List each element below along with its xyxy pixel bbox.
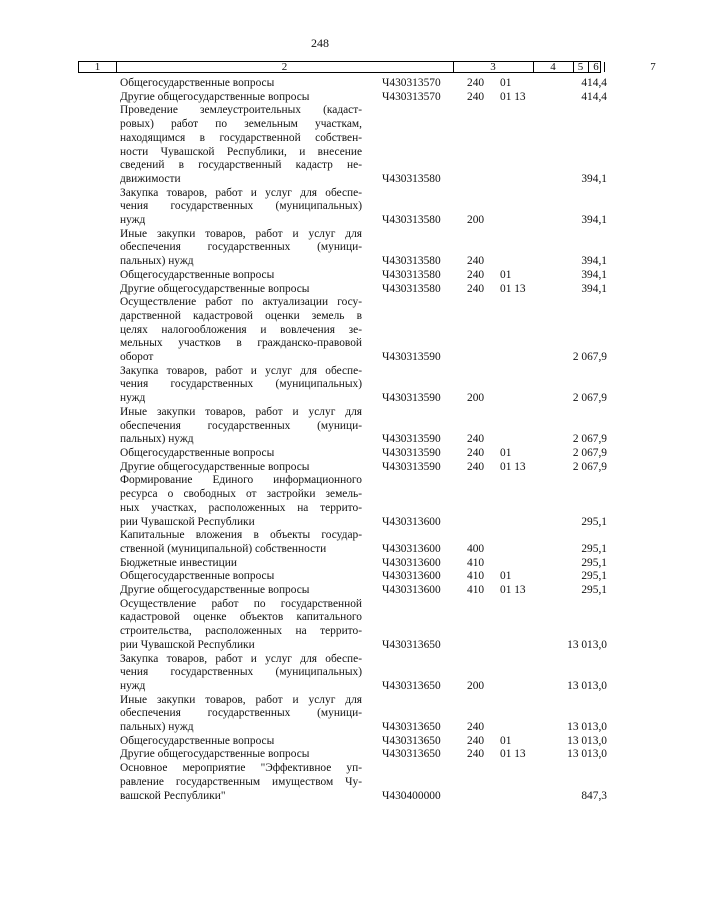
row-amount: 394,1 [581, 214, 607, 227]
description-line: Иные закупки товаров, работ и услуг для [120, 227, 362, 240]
row-expense-type: 240 [467, 90, 485, 103]
description-line: Бюджетные инвестиции [120, 556, 237, 569]
header-col-7: 7 [650, 61, 656, 73]
row-expense-type: 240 [467, 721, 485, 734]
row-code: Ч430313580 [382, 268, 441, 281]
row-description [120, 748, 362, 762]
description-line: Осуществление работ по государственной [120, 597, 362, 610]
row-description [120, 461, 362, 475]
table-row [0, 461, 640, 475]
description-line: Другие общегосударственные вопросы [120, 282, 310, 295]
row-code: Ч430313590 [382, 351, 441, 364]
row-amount: 295,1 [581, 542, 607, 555]
description-line: Общегосударственные вопросы [120, 570, 275, 583]
row-amount: 2 067,9 [572, 446, 607, 459]
description-line: обеспечения государственных (муници- [120, 707, 362, 720]
row-section: 01 [500, 446, 512, 459]
description-line: Капитальные вложения в объекты государ- [120, 529, 362, 542]
description-line: обеспечения государственных (муници- [120, 419, 362, 432]
row-description [120, 557, 362, 571]
description-line: ровых) работ по земельным участкам, [120, 118, 362, 131]
row-code: Ч430313650 [382, 734, 441, 747]
row-amount: 13 013,0 [567, 638, 607, 651]
row-code: Ч430313650 [382, 679, 441, 692]
row-description [120, 187, 362, 228]
row-description [120, 474, 362, 529]
row-amount: 13 013,0 [567, 679, 607, 692]
table-row [0, 598, 640, 653]
row-expense-type: 240 [467, 748, 485, 761]
header-col-2: 2 [281, 61, 288, 73]
row-amount: 295,1 [581, 556, 607, 569]
row-description [120, 365, 362, 406]
row-description [120, 584, 362, 598]
row-description [120, 570, 362, 584]
row-section: 01 13 [500, 90, 526, 103]
description-line: строительства, расположенных на террито- [120, 625, 362, 638]
row-amount: 13 013,0 [567, 734, 607, 747]
row-amount: 414,4 [581, 77, 607, 89]
row-amount: 2 067,9 [572, 433, 607, 446]
description-line: Основное мероприятие "Эффективное уп- [120, 762, 362, 775]
row-description [120, 529, 362, 556]
row-amount: 2 067,9 [572, 392, 607, 405]
row-amount: 295,1 [581, 515, 607, 528]
row-expense-type: 240 [467, 460, 485, 473]
row-amount: 394,1 [581, 282, 607, 295]
description-line: Закупка товаров, работ и услуг для обеспе- [120, 186, 362, 199]
row-expense-type: 240 [467, 268, 485, 281]
row-amount: 13 013,0 [567, 748, 607, 761]
row-description [120, 269, 362, 283]
table-row [0, 584, 640, 598]
row-code: Ч430313570 [382, 90, 441, 103]
description-line: рии Чувашской Республики [120, 638, 255, 651]
row-amount: 295,1 [581, 584, 607, 597]
row-description [120, 104, 362, 186]
row-description [120, 77, 362, 91]
row-section: 01 13 [500, 460, 526, 473]
row-description [120, 447, 362, 461]
table-row [0, 77, 640, 91]
description-line: ресурса о свободных от застройки земель- [120, 488, 362, 501]
description-line: оборот [120, 351, 154, 364]
description-line: находящимся в государственной собствен- [120, 131, 362, 144]
description-line: Закупка товаров, работ и услуг для обеспе- [120, 364, 362, 377]
row-expense-type: 240 [467, 77, 485, 89]
row-code: Ч430313650 [382, 721, 441, 734]
description-line: дарственной кадастровой оценки земель в [120, 309, 362, 322]
table-row [0, 406, 640, 447]
row-section: 01 [500, 734, 512, 747]
table-row [0, 296, 640, 365]
table-row [0, 557, 640, 571]
description-line: кадастровой оценке объектов капитального [120, 611, 362, 624]
row-code: Ч430313600 [382, 542, 441, 555]
row-code: Ч430313590 [382, 446, 441, 459]
row-expense-type: 400 [467, 542, 485, 555]
description-line: нужд [120, 679, 146, 692]
row-amount: 394,1 [581, 172, 607, 185]
row-expense-type: 200 [467, 392, 485, 405]
row-code: Ч430313590 [382, 433, 441, 446]
description-line: Другие общегосударственные вопросы [120, 584, 310, 597]
row-expense-type: 240 [467, 433, 485, 446]
row-code: Ч430313650 [382, 638, 441, 651]
row-expense-type: 240 [467, 282, 485, 295]
row-code: Ч430313580 [382, 214, 441, 227]
description-line: Другие общегосударственные вопросы [120, 90, 310, 103]
header-col-3: 3 [490, 61, 496, 73]
table-row [0, 762, 640, 803]
row-description [120, 694, 362, 735]
description-line: Формирование Единого информационного [120, 474, 362, 487]
table-row [0, 694, 640, 735]
row-section: 01 13 [500, 584, 526, 597]
row-expense-type: 240 [467, 255, 485, 268]
row-section: 01 [500, 77, 512, 89]
table-row [0, 104, 640, 186]
row-code: Ч430313590 [382, 392, 441, 405]
header-col-4: 4 [550, 61, 556, 73]
row-code: Ч430313600 [382, 584, 441, 597]
table-row [0, 365, 640, 406]
description-line: сведений в государственный кадастр не- [120, 159, 362, 172]
row-expense-type: 240 [467, 734, 485, 747]
description-line: чения государственных (муниципальных) [120, 200, 362, 213]
description-line: Осуществление работ по актуализации госу- [120, 296, 362, 309]
row-expense-type: 410 [467, 556, 485, 569]
row-code: Ч430313600 [382, 515, 441, 528]
row-code: Ч430313570 [382, 77, 441, 89]
row-description [120, 762, 362, 803]
row-section: 01 [500, 268, 512, 281]
description-line: пальных) нужд [120, 255, 194, 268]
table-row [0, 735, 640, 749]
row-description [120, 296, 362, 365]
table-row [0, 283, 640, 297]
description-line: чения государственных (муниципальных) [120, 378, 362, 391]
table-header [78, 61, 656, 73]
description-line: Иные закупки товаров, работ и услуг для [120, 405, 362, 418]
description-line: пальных) нужд [120, 721, 194, 734]
description-line: Общегосударственные вопросы [120, 734, 275, 747]
description-line: Иные закупки товаров, работ и услуг для [120, 693, 362, 706]
header-col-1: 1 [94, 61, 101, 73]
description-line: мельных участков в гражданско-правовой [120, 337, 362, 350]
description-line: Общегосударственные вопросы [120, 268, 275, 281]
description-line: Другие общегосударственные вопросы [120, 460, 310, 473]
description-line: обеспечения государственных (муници- [120, 241, 362, 254]
row-description [120, 598, 362, 653]
row-section: 01 [500, 570, 512, 583]
description-line: Другие общегосударственные вопросы [120, 748, 310, 761]
row-amount: 13 013,0 [567, 721, 607, 734]
table-row [0, 570, 640, 584]
budget-table-body [0, 77, 640, 803]
row-amount: 847,3 [581, 789, 607, 802]
row-description [120, 228, 362, 269]
table-row [0, 474, 640, 529]
description-line: равление государственным имуществом Чу- [120, 775, 362, 788]
row-code: Ч430313590 [382, 460, 441, 473]
row-code: Ч430313650 [382, 748, 441, 761]
row-expense-type: 410 [467, 584, 485, 597]
table-row [0, 447, 640, 461]
table-row [0, 748, 640, 762]
row-code: Ч430313580 [382, 255, 441, 268]
row-expense-type: 240 [467, 446, 485, 459]
description-line: Общегосударственные вопросы [120, 77, 275, 89]
description-line: ности Чувашской Республики, и внесение [120, 145, 362, 158]
description-line: нужд [120, 392, 146, 405]
description-line: Проведение землеустроительных (кадаст- [120, 104, 362, 117]
table-row [0, 228, 640, 269]
table-row [0, 653, 640, 694]
row-expense-type: 200 [467, 679, 485, 692]
row-section: 01 13 [500, 748, 526, 761]
table-row [0, 91, 640, 105]
row-expense-type: 200 [467, 214, 485, 227]
row-amount: 295,1 [581, 570, 607, 583]
row-amount: 2 067,9 [572, 351, 607, 364]
row-amount: 2 067,9 [572, 460, 607, 473]
row-description [120, 406, 362, 447]
row-amount: 394,1 [581, 268, 607, 281]
row-amount: 414,4 [581, 90, 607, 103]
row-code: Ч430313600 [382, 570, 441, 583]
row-expense-type: 410 [467, 570, 485, 583]
description-line: Закупка товаров, работ и услуг для обеспе- [120, 652, 362, 665]
header-col-6: 6 [593, 61, 599, 73]
row-code: Ч430313600 [382, 556, 441, 569]
row-description [120, 735, 362, 749]
row-code: Ч430400000 [382, 789, 441, 802]
description-line: пальных) нужд [120, 433, 194, 446]
table-row [0, 529, 640, 556]
row-section: 01 13 [500, 282, 526, 295]
description-line: движимости [120, 172, 181, 185]
page-number: 248 [311, 36, 329, 50]
description-line: чения государственных (муниципальных) [120, 666, 362, 679]
row-description [120, 283, 362, 297]
row-code: Ч430313580 [382, 172, 441, 185]
row-description [120, 653, 362, 694]
row-amount: 394,1 [581, 255, 607, 268]
description-line: ственной (муниципальной) собственности [120, 542, 327, 555]
header-col-5: 5 [577, 61, 584, 73]
table-row [0, 187, 640, 228]
description-line: рии Чувашской Республики [120, 515, 255, 528]
table-row [0, 269, 640, 283]
description-line: Общегосударственные вопросы [120, 446, 275, 459]
row-description [120, 91, 362, 105]
row-code: Ч430313580 [382, 282, 441, 295]
description-line: нужд [120, 214, 146, 227]
description-line: вашской Республики" [120, 789, 226, 802]
description-line: ных участках, расположенных на террито- [120, 501, 362, 514]
description-line: целях налогообложения и вовлечения зе- [120, 323, 362, 336]
